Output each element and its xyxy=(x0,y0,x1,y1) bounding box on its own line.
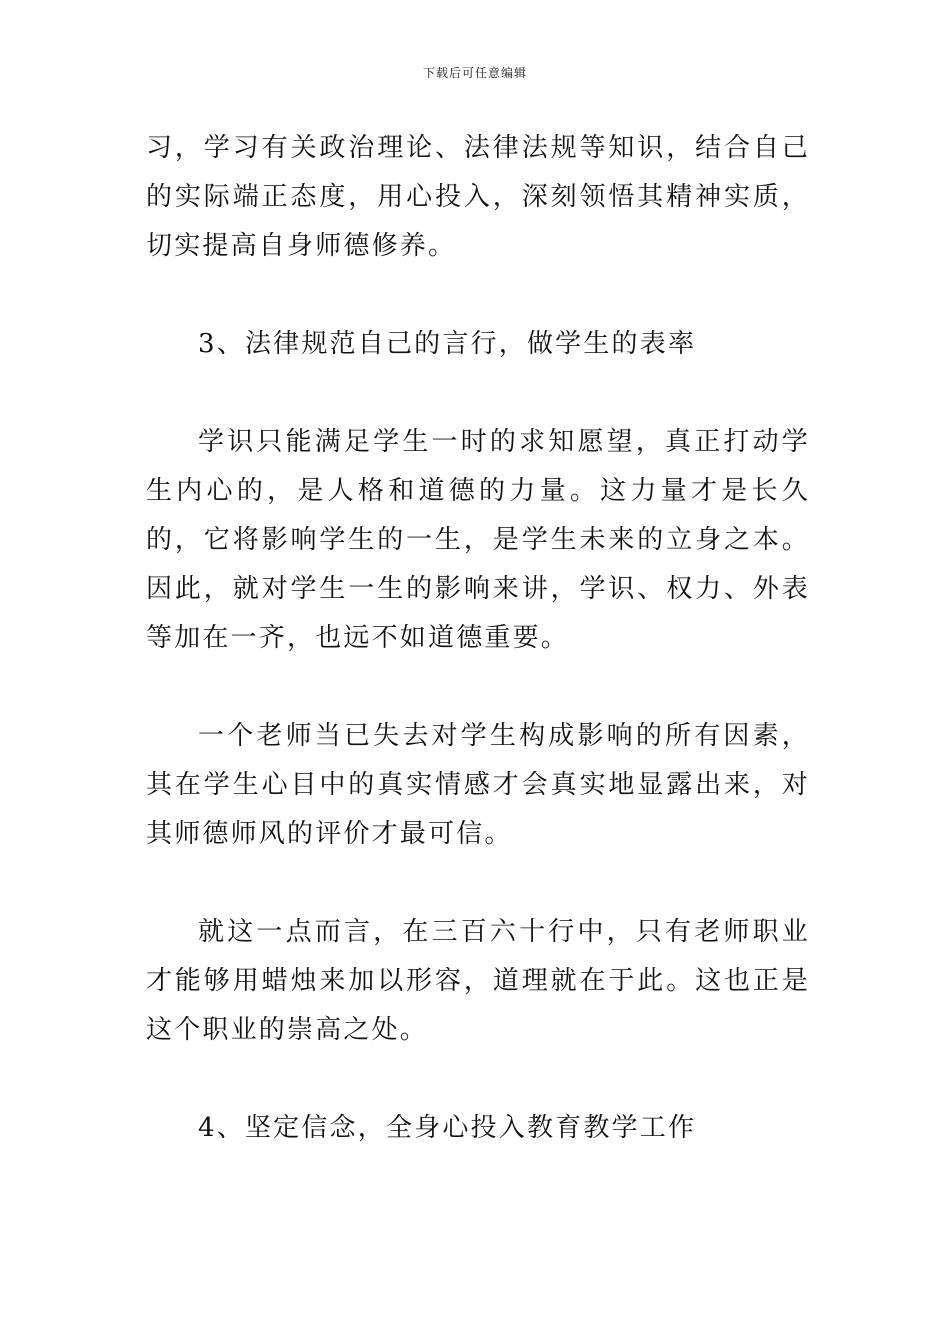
section-heading-3: 3、法律规范自己的言行，做学生的表率 xyxy=(198,329,697,359)
page-header-note: 下载后可任意编辑 xyxy=(422,66,527,80)
paragraph-continuation: 习，学习有关政治理论、法律法规等知识，结合自己的实际端正态度，用心投入，深刻领悟其精神实质，切实提高自身师德修养。 xyxy=(146,133,810,261)
paragraph-morality: 学识只能满足学生一时的求知愿望，真正打动学生内心的，是人格和道德的力量。这力量才是长久的，它将影响学生的一生，是学生未来的立身之本。因此，就对学生一生的影响来讲，学识、权力、外表等加在一齐，也远不如道德重要。 xyxy=(146,427,810,653)
section-heading-4: 4、坚定信念，全身心投入教育教学工作 xyxy=(198,1113,697,1143)
paragraph-true-feelings: 一个老师当已失去对学生构成影响的所有因素，其在学生心目中的真实情感才会真实地显露出来，对其师德师风的评价才最可信。 xyxy=(146,721,810,849)
document-body xyxy=(146,124,810,1153)
paragraph-candle: 就这一点而言，在三百六十行中，只有老师职业才能够用蜡烛来加以形容，道理就在于此。这也正是这个职业的崇高之处。 xyxy=(146,917,810,1045)
